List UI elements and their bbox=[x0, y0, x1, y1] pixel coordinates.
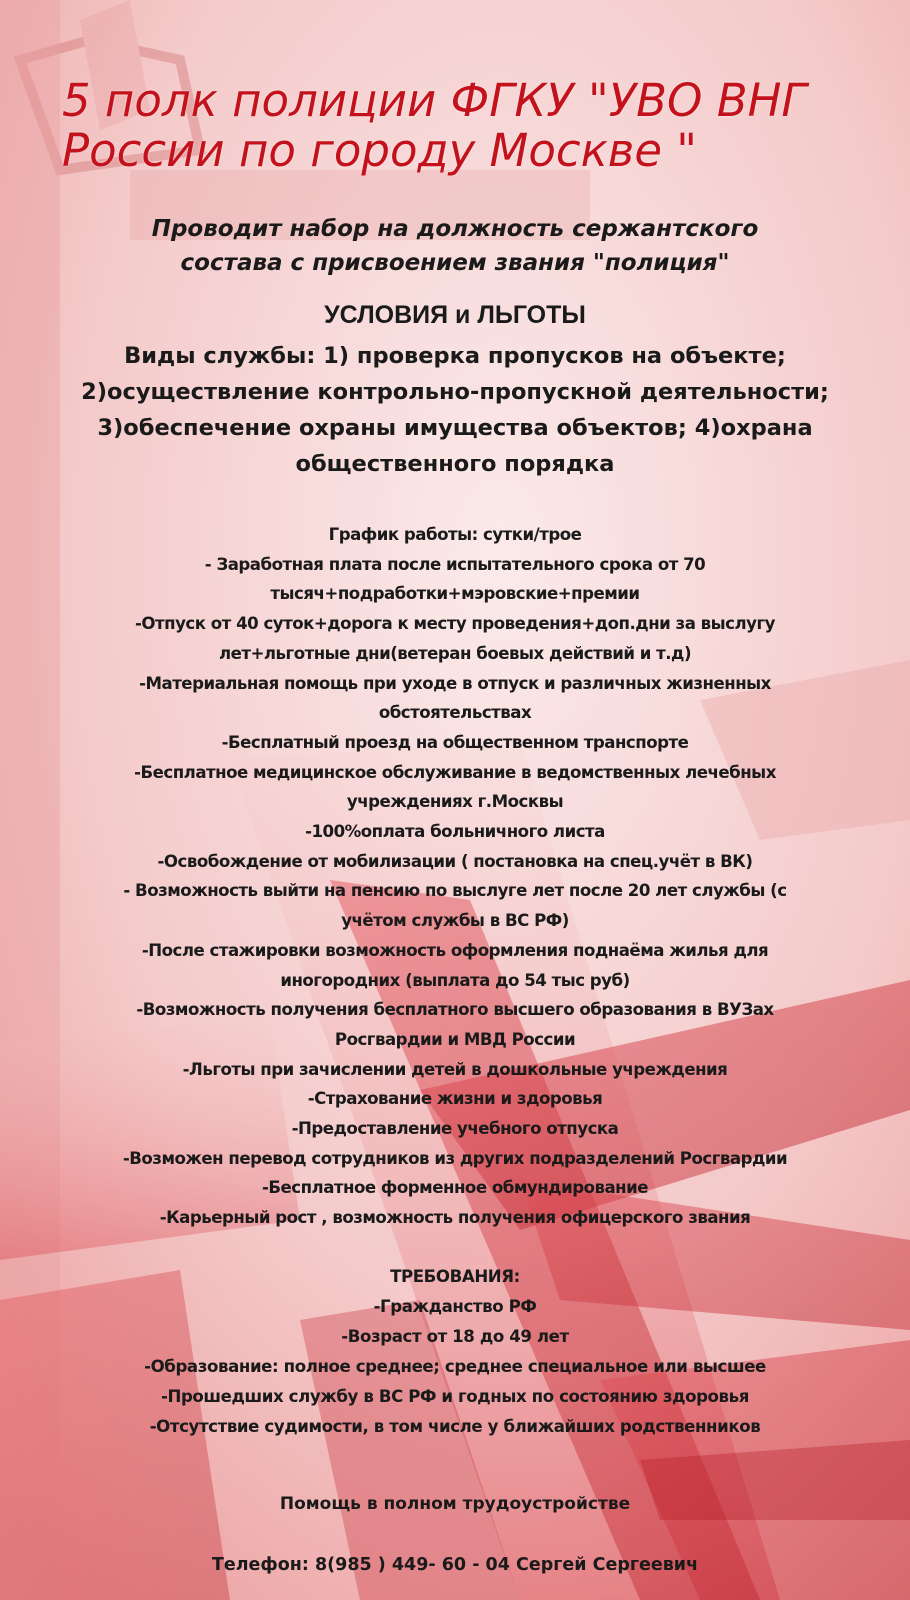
subtitle-line: Проводит набор на должность сержантского bbox=[151, 216, 759, 242]
service-types bbox=[6, 338, 904, 482]
benefit-line: - Заработная плата после испытательного срока от 70 bbox=[204, 554, 706, 574]
benefit-line: -Предоставление учебного отпуска bbox=[291, 1119, 619, 1139]
requirement-item: -Возраст от 18 до 49 лет bbox=[341, 1327, 569, 1346]
benefit-line: иногородних (выплата до 54 тыс руб) bbox=[280, 970, 630, 990]
title-line: России по городу Москве " bbox=[62, 124, 698, 177]
subtitle-line: состава с присвоением звания "полиция" bbox=[180, 250, 730, 276]
requirements-section bbox=[0, 1262, 910, 1442]
benefit-line: учреждениях г.Москвы bbox=[346, 792, 564, 812]
benefit-line: Росгвардии и МВД России bbox=[334, 1029, 576, 1049]
requirement-item: -Гражданство РФ bbox=[373, 1297, 537, 1316]
benefit-line: -100%оплата больничного листа bbox=[305, 822, 605, 842]
benefit-line: -Материальная помощь при уходе в отпуск и различных жизненных bbox=[139, 673, 771, 693]
benefit-line: -Льготы при зачислении детей в дошкольные учреждения bbox=[182, 1059, 728, 1079]
service-types-line: 2)осуществление контрольно-пропускной деятельности; bbox=[81, 379, 829, 405]
requirements-heading: ТРЕБОВАНИЯ: bbox=[390, 1267, 520, 1286]
title-line: 5 полк полиции ФГКУ "УВО ВНГ bbox=[62, 74, 807, 127]
recruitment-subtitle bbox=[0, 212, 910, 280]
benefit-line: -Бесплатное форменное обмундирование bbox=[261, 1178, 649, 1198]
benefit-line: обстоятельствах bbox=[378, 703, 532, 723]
contact-phone: Телефон: 8(985 ) 449- 60 - 04 Сергей Сергеевич bbox=[211, 1555, 699, 1575]
service-types-line: общественного порядка bbox=[295, 451, 615, 477]
benefit-line: -Отпуск от 40 суток+дорога к месту проведения+доп.дни за выслугу bbox=[135, 614, 775, 634]
requirement-item: -Отсутствие судимости, в том числе у ближайших родственников bbox=[149, 1417, 761, 1436]
benefit-line: -После стажировки возможность оформления поднаёма жилья для bbox=[141, 940, 769, 960]
poster-title bbox=[62, 76, 907, 176]
benefit-line: -Бесплатный проезд на общественном транспорте bbox=[221, 732, 689, 752]
benefit-line: -Освобождение от мобилизации ( постановка на спец.учёт в ВК) bbox=[157, 851, 753, 871]
benefit-line: -Бесплатное медицинское обслуживание в ведомственных лечебных bbox=[134, 762, 776, 782]
benefit-line: тысяч+подработки+мэровские+премии bbox=[270, 584, 640, 604]
benefit-line: лет+льготные дни(ветеран боевых действий и т.д) bbox=[218, 643, 692, 663]
benefit-line: учётом службы в ВС РФ) bbox=[341, 911, 569, 931]
benefit-line: -Возможен перевод сотрудников из других подразделений Росгвардии bbox=[122, 1148, 788, 1168]
service-types-line: 3)обеспечение охраны имущества объектов; 4)охрана bbox=[97, 415, 813, 441]
benefit-line: -Возможность получения бесплатного высшего образования в ВУЗах bbox=[136, 1000, 774, 1020]
benefit-line: -Страхование жизни и здоровья bbox=[307, 1089, 603, 1109]
benefit-line: -Карьерный рост , возможность получения офицерского звания bbox=[159, 1208, 751, 1228]
service-types-line: Виды службы: 1) проверка пропусков на объекте; bbox=[124, 343, 786, 369]
conditions-heading: УСЛОВИЯ и ЛЬГОТЫ bbox=[324, 301, 586, 329]
employment-help: Помощь в полном трудоустройстве bbox=[279, 1494, 631, 1514]
requirement-item: -Образование: полное среднее; среднее специальное или высшее bbox=[144, 1357, 766, 1376]
benefit-line: График работы: сутки/трое bbox=[328, 525, 582, 544]
benefits-list bbox=[0, 520, 910, 1233]
benefit-line: - Возможность выйти на пенсию по выслуге лет после 20 лет службы (с bbox=[123, 881, 787, 901]
requirement-item: -Прошедших службу в ВС РФ и годных по состоянию здоровья bbox=[160, 1387, 750, 1406]
